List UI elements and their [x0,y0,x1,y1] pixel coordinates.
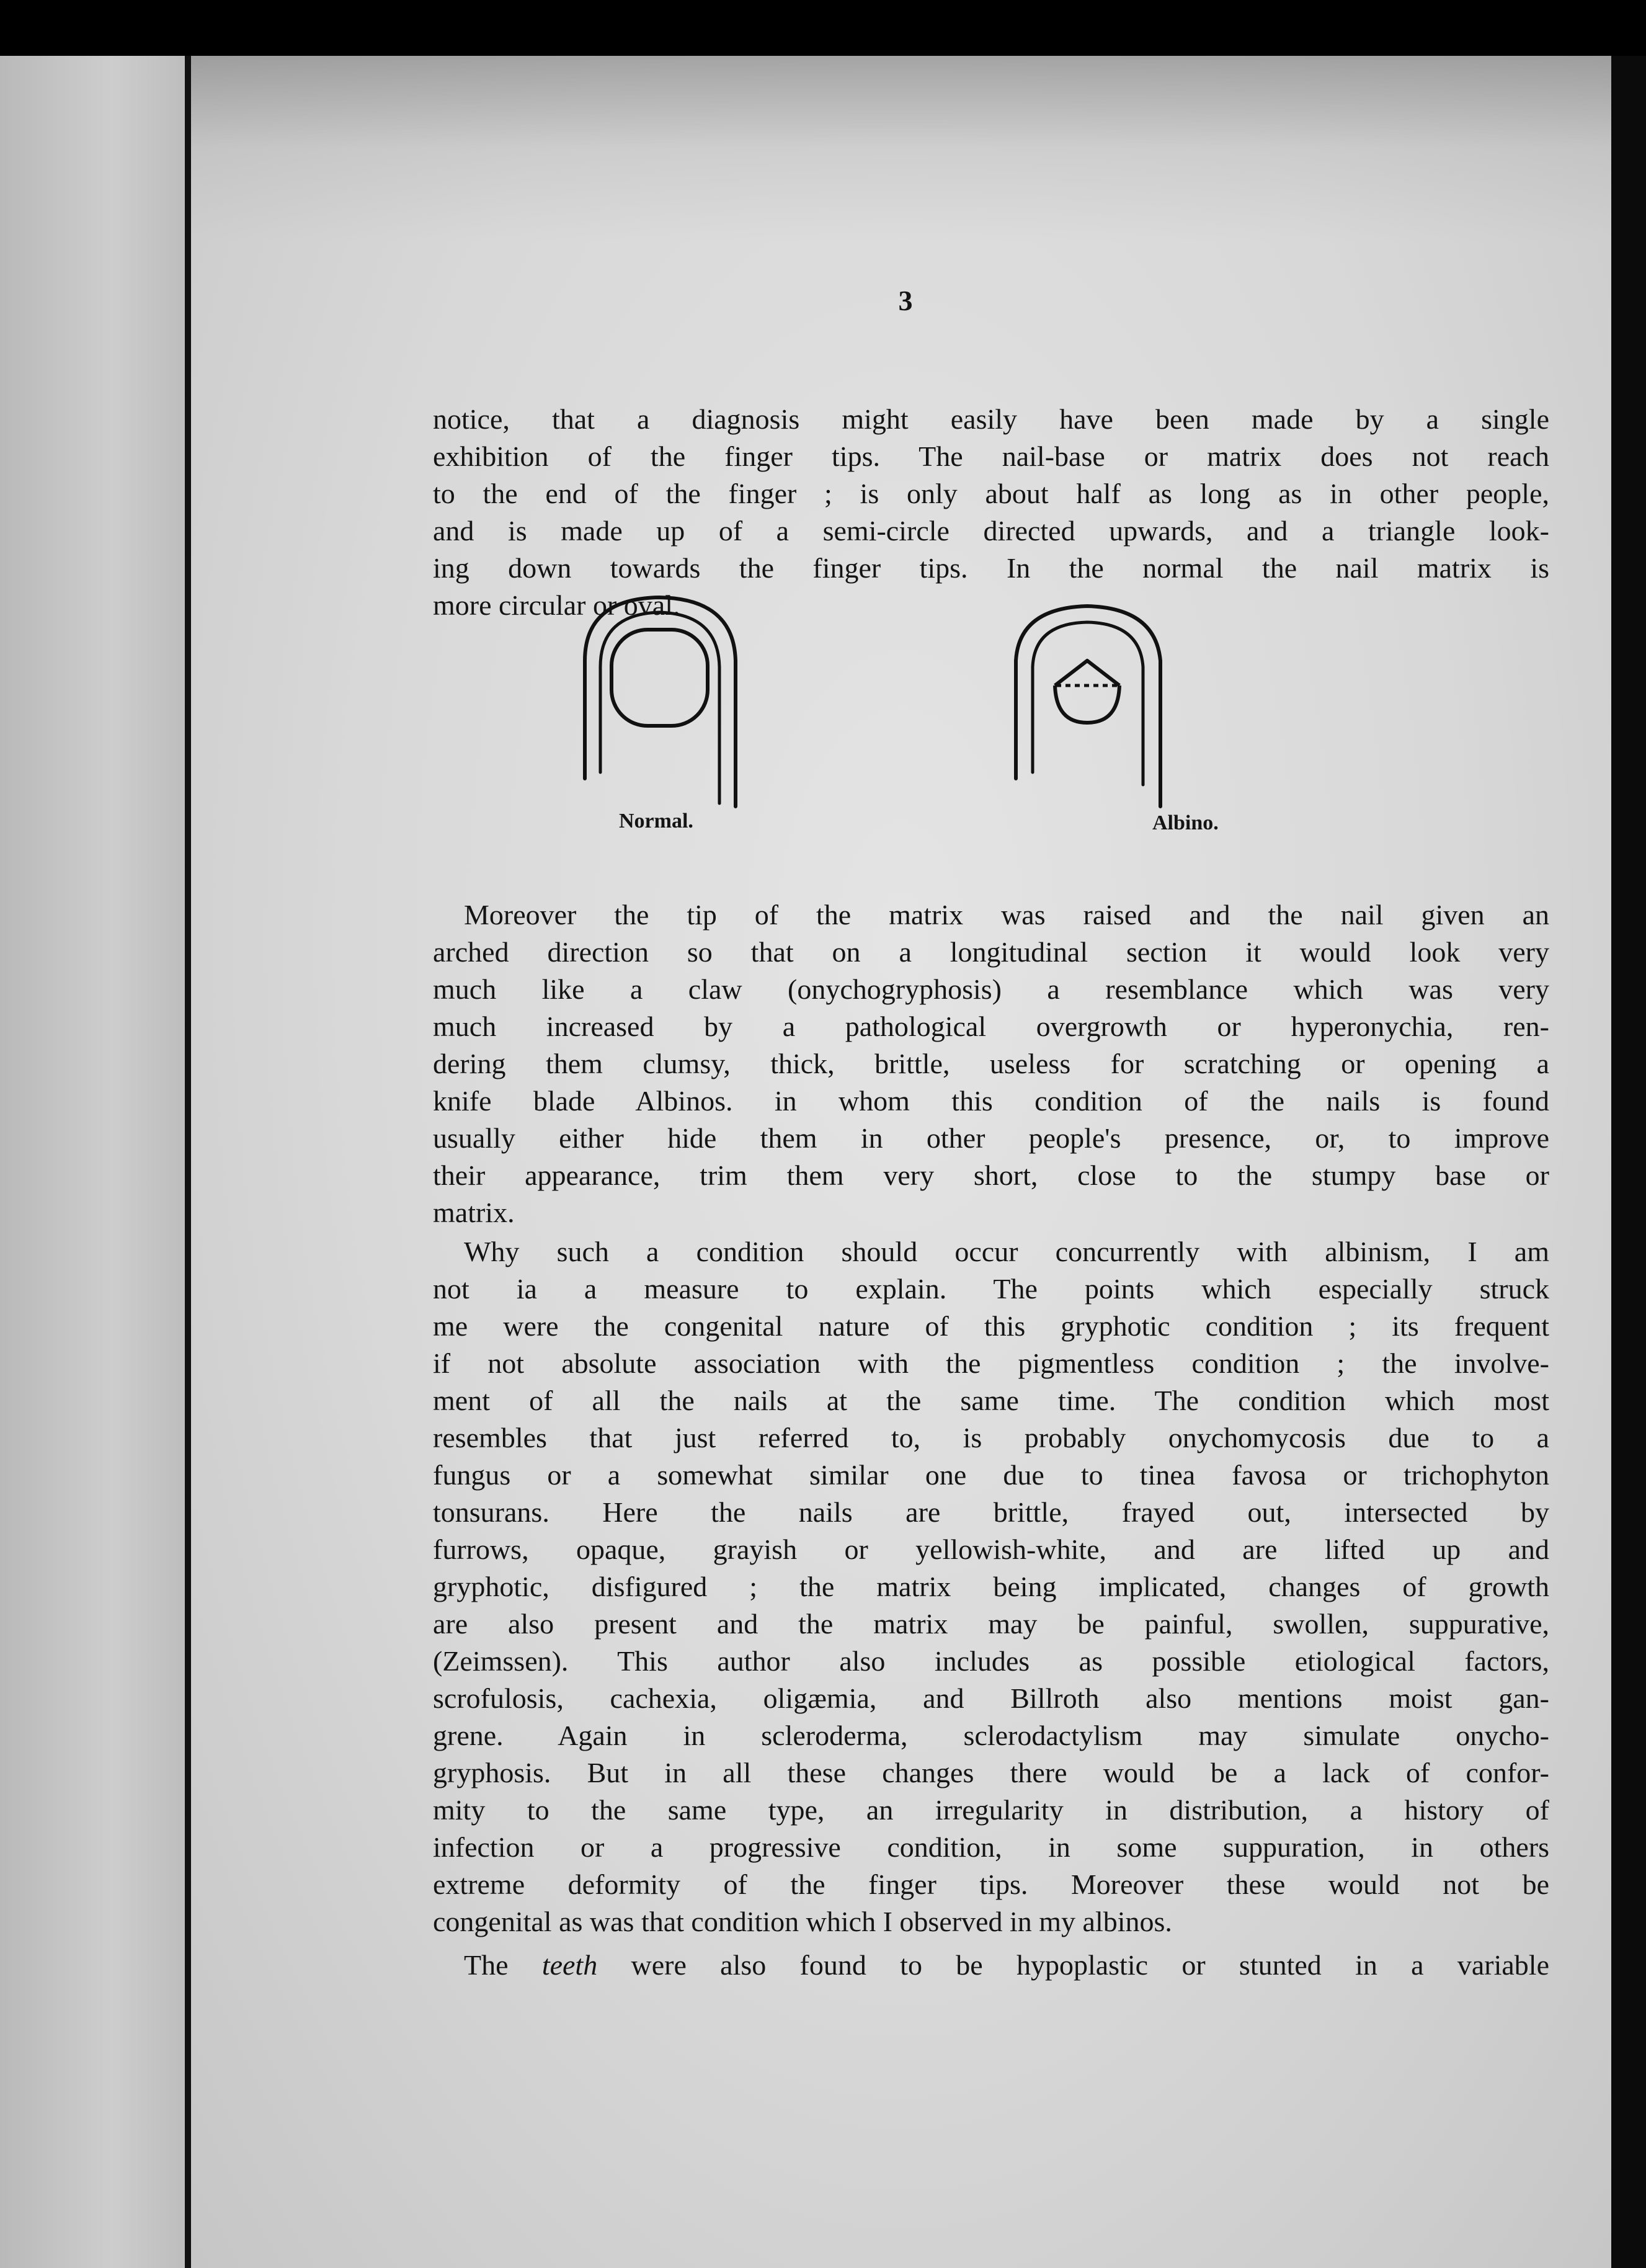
page-top-shadow [191,56,1611,242]
text-line: infection or a progressive condition, in some suppuration, in others [433,1831,1549,1863]
albino-nail-semicircle [1055,685,1119,723]
book-page [191,56,1611,2268]
text-run: were also found to be hypoplastic or stunted in a variable [597,1949,1549,1981]
text-line: their appearance, trim them very short, close to the stumpy base or [433,1159,1549,1191]
book-spine [185,56,191,2268]
facing-page-edge [0,56,186,2268]
text-line: matrix. [433,1197,515,1228]
normal-caption: Normal. [619,810,693,833]
text-line: gryphosis. But in all these changes there would be a lack of confor- [433,1757,1549,1788]
paragraph-2 [433,896,1549,1231]
albino-nail-figure [1007,599,1168,810]
normal-nail-matrix [612,630,708,726]
albino-finger-outline [1016,606,1160,806]
text-line: notice, that a diagnosis might easily have been made by a single [433,403,1549,435]
scan-frame [0,56,1646,2268]
text-line: not ia a measure to explain. The points which especially struck [433,1273,1549,1305]
paragraph-4 [433,1947,1549,1984]
text-line: tonsurans. Here the nails are brittle, frayed out, intersected by [433,1496,1549,1528]
text-line: are also present and the matrix may be painful, swollen, suppurative, [433,1608,1549,1640]
text-line: Moreover the tip of the matrix was raised and the nail given an [464,899,1549,931]
text-line: scrofulosis, cachexia, oligæmia, and Billroth also mentions moist gan- [433,1682,1549,1714]
text-line: more circular or oval. [433,589,680,621]
text-line: (Zeimssen). This author also includes as possible etiological factors, [433,1645,1549,1677]
text-line: me were the congenital nature of this gryphotic condition ; its frequent [433,1310,1549,1342]
text-line: furrows, opaque, grayish or yellowish-white, and are lifted up and [433,1534,1549,1565]
albino-caption: Albino. [1152,811,1219,834]
text-line: resembles that just referred to, is probably onychomycosis due to a [433,1422,1549,1453]
normal-nail-figure [576,586,743,810]
text-line [433,1947,1549,1984]
scan-right-edge [1611,56,1646,2268]
text-line: ing down towards the finger tips. In the normal the nail matrix is [433,552,1549,584]
text-line: fungus or a somewhat similar one due to tinea favosa or trichophyton [433,1459,1549,1491]
text-line: exhibition of the finger tips. The nail-base or matrix does not reach [433,440,1549,472]
page-number: 3 [898,285,913,316]
albino-finger-inner-outline [1033,622,1143,785]
text-line: ment of all the nails at the same time. The condition which most [433,1385,1549,1416]
text-line: much increased by a pathological overgrowth or hyperonychia, ren- [433,1011,1549,1042]
text-run: The [464,1949,542,1981]
italic-word-teeth: teeth [541,1949,598,1981]
albino-nail-triangle [1055,661,1119,685]
text-line: knife blade Albinos. in whom this condition of the nails is found [433,1085,1549,1117]
text-line: congenital as was that condition which I observed in my albinos. [433,1906,1172,1937]
text-line: usually either hide them in other people's presence, or, to improve [433,1122,1549,1154]
text-line: and is made up of a semi-circle directed upwards, and a triangle look- [433,515,1549,547]
text-line: to the end of the finger ; is only about half as long as in other people, [433,478,1549,509]
text-line: arched direction so that on a longitudinal section it would look very [433,936,1549,968]
text-line: gryphotic, disfigured ; the matrix being implicated, changes of growth [433,1571,1549,1602]
text-line: much like a claw (onychogryphosis) a resemblance which was very [433,973,1549,1005]
text-line: Why such a condition should occur concurrently with albinism, I am [464,1236,1549,1267]
text-line: extreme deformity of the finger tips. Moreover these would not be [433,1868,1549,1900]
paragraph-3 [433,1233,1549,1940]
text-line: dering them clumsy, thick, brittle, useless for scratching or opening a [433,1048,1549,1079]
text-line: mity to the same type, an irregularity in distribution, a history of [433,1794,1549,1826]
text-line: grene. Again in scleroderma, sclerodactylism may simulate onycho- [433,1720,1549,1751]
text-line: if not absolute association with the pigmentless condition ; the involve- [433,1347,1549,1379]
